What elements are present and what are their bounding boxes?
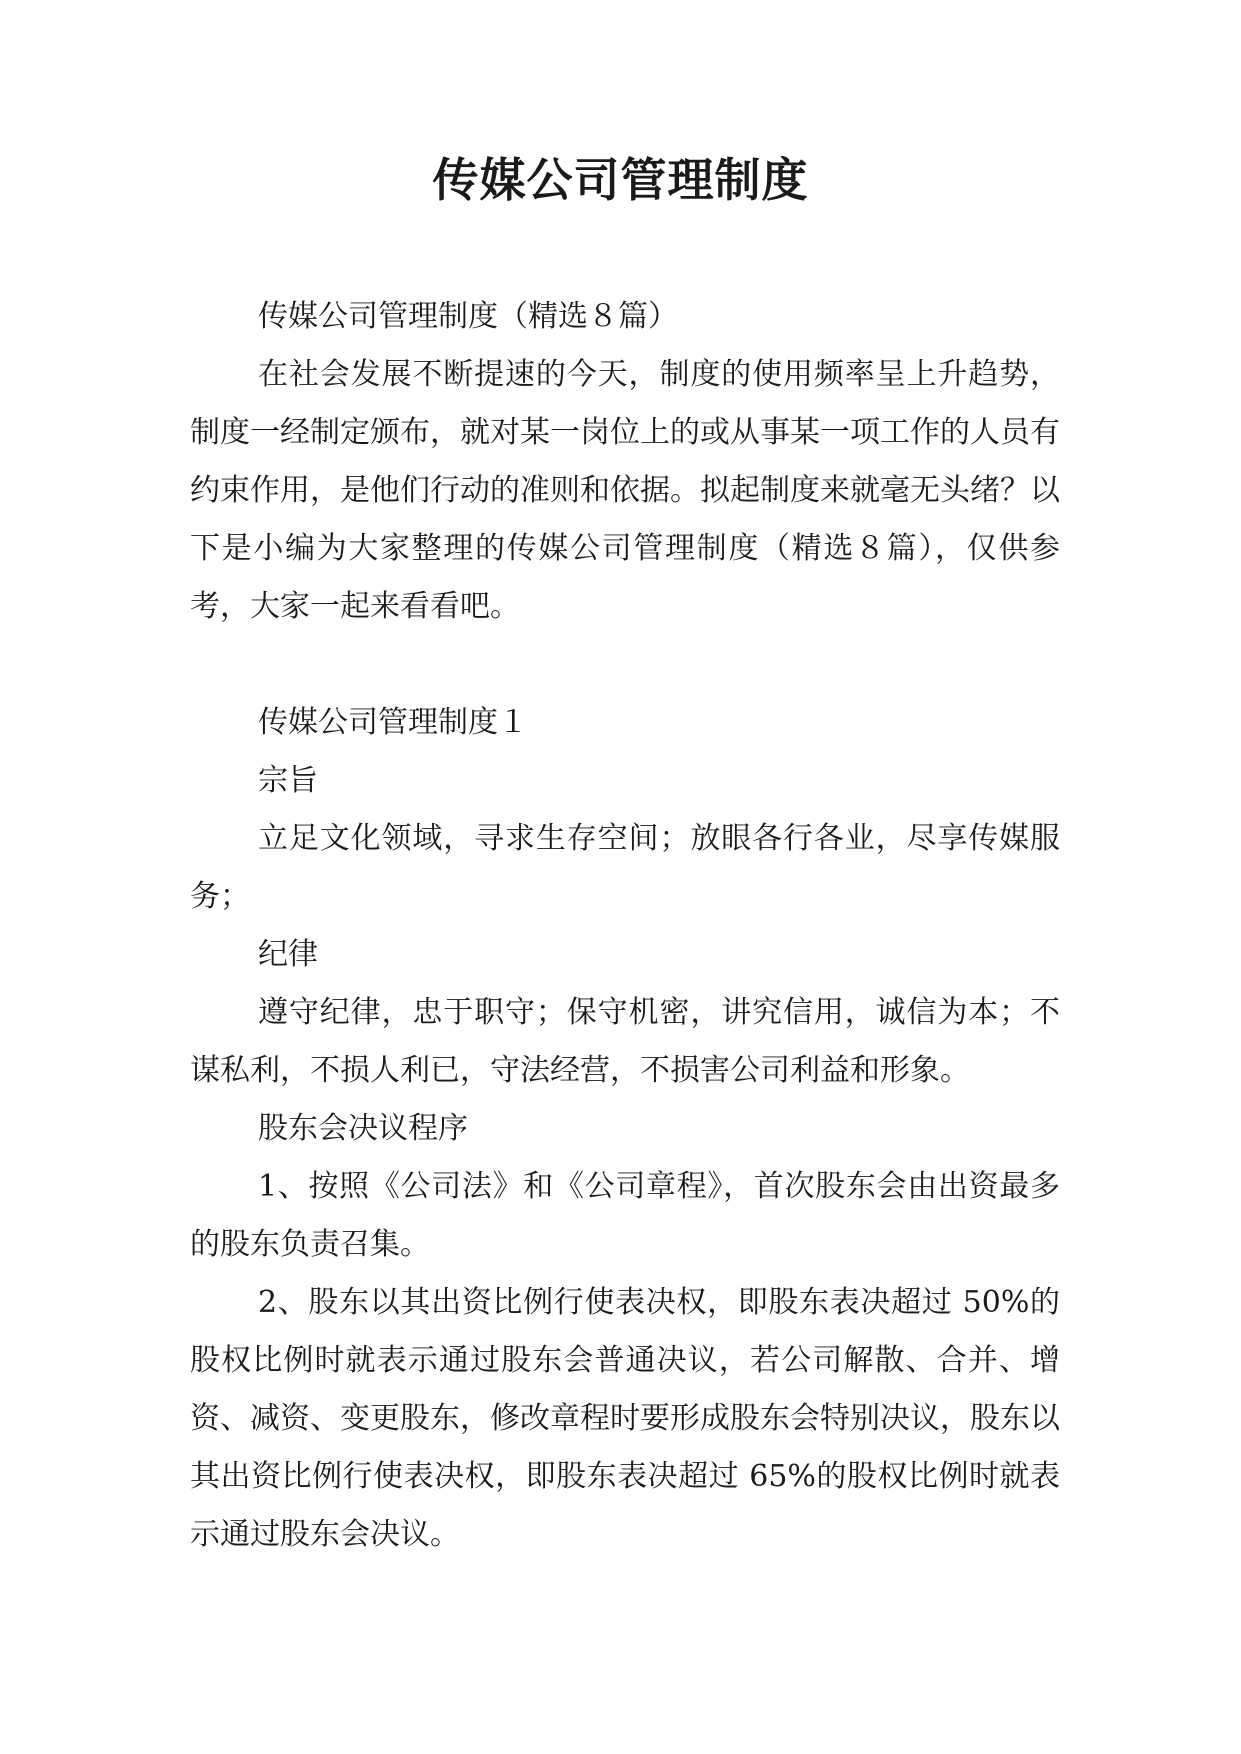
document-body bbox=[190, 288, 1060, 1564]
paragraph-procedure-1: 1、按照《公司法》和《公司章程》，首次股东会由出资最多的股东负责召集。 bbox=[190, 1169, 1060, 1262]
paragraph-discipline: 遵守纪律，忠于职守；保守机密，讲究信用，诚信为本；不谋私利，不损人利已，守法经营，不损害公司利益和形象。 bbox=[190, 995, 1060, 1088]
heading-purpose: 宗旨 bbox=[258, 763, 318, 798]
paragraph-intro: 在社会发展不断提速的今天，制度的使用频率呈上升趋势，制度一经制定颁布，就对某一岗位上的或从事某一项工作的人员有约束作用，是他们行动的准则和依据。拟起制度来就毫无头绪？以下是小编为大家整理的传媒公司管理制度（精选８篇），仅供参考，大家一起来看看吧。 bbox=[190, 357, 1060, 624]
heading-discipline: 纪律 bbox=[258, 937, 318, 972]
heading-shareholder-procedure: 股东会决议程序 bbox=[258, 1111, 468, 1146]
paragraph-procedure-2: 2、股东以其出资比例行使表决权，即股东表决超过 50%的股权比例时就表示通过股东会普通决议，若公司解散、合并、增资、减资、变更股东，修改章程时要形成股东会特别决议，股东以其出资比例行使表决权，即股东表决超过 65%的股权比例时就表示通过股东会决议。 bbox=[190, 1285, 1060, 1552]
document-title: 传媒公司管理制度 bbox=[432, 153, 809, 207]
paragraph-purpose: 立足文化领域，寻求生存空间；放眼各行各业，尽享传媒服务； bbox=[190, 821, 1060, 914]
paragraph-subtitle: 传媒公司管理制度（精选８篇） bbox=[258, 299, 678, 334]
section-spacer bbox=[190, 636, 1060, 694]
section-heading: 传媒公司管理制度１ bbox=[258, 705, 528, 740]
